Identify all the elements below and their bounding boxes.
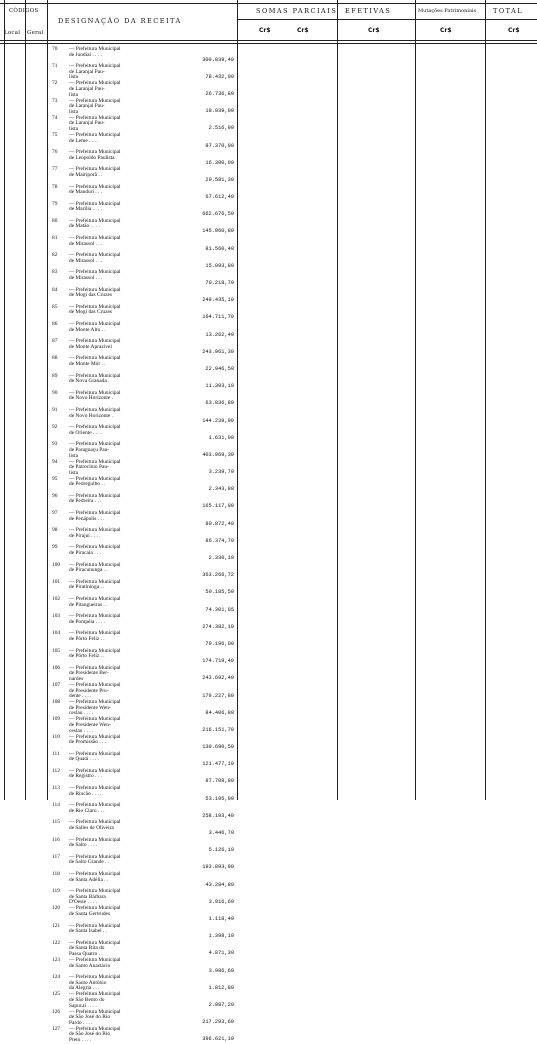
row-number: 119 (52, 888, 60, 895)
row-value: 53.195,00 (205, 795, 234, 802)
row-designation: — Prefeitura Municipal de Promissão . . . (69, 733, 121, 746)
row-designation: — Prefeitura Municipal de Laranjal Pau- lista (69, 80, 121, 98)
table-row (47, 494, 237, 511)
row-designation: — Prefeitura Municipal de Piratininga . . (69, 578, 121, 591)
row-number: 86 (52, 321, 58, 327)
row-designation: — Prefeitura Municipal de Marília . . . . (69, 200, 121, 213)
currency-label-col1: Cr$ (259, 27, 271, 34)
table-row (47, 855, 237, 872)
header-efetivas: EFETIVAS (345, 7, 392, 15)
row-designation: — Prefeitura Municipal de Presidente Ber- nardes (69, 664, 121, 682)
table-row (47, 150, 237, 167)
row-value: 11.303,10 (205, 383, 234, 390)
table-row (47, 992, 237, 1009)
row-value: 174.719,40 (202, 658, 234, 665)
row-value: 50.185,50 (205, 589, 234, 596)
table-row (47, 236, 237, 253)
table-row (47, 116, 237, 133)
row-value: 2.330,10 (208, 555, 234, 562)
row-number: 125 (52, 991, 61, 998)
row-number: 117 (52, 853, 60, 860)
table-row (47, 528, 237, 545)
row-number: 122 (52, 939, 61, 946)
row-number: 92 (52, 424, 58, 431)
table-row (47, 167, 237, 184)
row-value: 396.621,10 (202, 1036, 234, 1043)
currency-label-col2: Cr$ (297, 27, 309, 34)
table-row (47, 666, 237, 683)
row-designation: — Prefeitura Municipal de Leme . . . . (69, 131, 121, 144)
row-designation: — Prefeitura Municipal de Pirajuí . . . . (69, 527, 121, 539)
table-row (47, 253, 237, 270)
row-number: 111 (52, 750, 60, 757)
row-number: 80 (52, 217, 58, 224)
table-row (47, 872, 237, 889)
table-row (47, 511, 237, 528)
row-designation: — Prefeitura Municipal de Nova Granada . (69, 372, 121, 385)
row-designation: — Prefeitura Municipal de Presidente Wen- ceslau . . . . (69, 699, 121, 717)
header-local: Local (4, 30, 21, 36)
row-number: 113 (52, 785, 60, 792)
row-value: 70.218,70 (205, 280, 234, 287)
row-value: 16.300,00 (205, 159, 234, 166)
table-row (47, 717, 237, 734)
table-row (47, 631, 237, 648)
row-value: 662.676,50 (202, 211, 234, 218)
table-row (47, 408, 237, 425)
table-row (47, 425, 237, 442)
row-number: 83 (52, 269, 58, 276)
row-value: 79.196,00 (205, 640, 234, 647)
table-row (47, 563, 237, 580)
row-number: 71 (52, 63, 58, 70)
row-value: 216.151,70 (202, 726, 234, 733)
row-value: 29.581,30 (205, 176, 234, 183)
row-number: 112 (52, 767, 60, 774)
row-designation: — Prefeitura Municipal de Mirassol . . . (69, 235, 121, 247)
row-number: 91 (52, 406, 58, 413)
table-row (47, 391, 237, 408)
row-designation: — Prefeitura Municipal de São José do Rio Preto . . . . (69, 1025, 121, 1043)
row-designation: — Prefeitura Municipal de Mirassol . . . (69, 269, 121, 282)
row-value: 249.435,10 (202, 297, 234, 304)
row-designation: — Prefeitura Municipal de Santa Bárbara D'Oeste . . . . (69, 888, 121, 906)
row-number: 70 (52, 46, 58, 52)
row-designation: — Prefeitura Municipal de Patrocínio Pau- lista (69, 458, 121, 476)
row-value: 3.916,60 (208, 898, 234, 905)
table-row (47, 803, 237, 820)
left-border (4, 0, 5, 800)
row-value: 3.239,70 (208, 469, 234, 476)
row-designation: — Prefeitura Municipal de Pôrto Feliz . . (69, 630, 121, 642)
row-value: 3.446,70 (208, 830, 234, 837)
row-value: 144.239,90 (202, 417, 234, 424)
row-value: 164.711,70 (202, 314, 234, 321)
currency-label-col3: Cr$ (368, 27, 380, 34)
row-designation: — Prefeitura Municipal de Manduri . . . (69, 183, 121, 196)
row-designation: — Prefeitura Municipal de Registro . . . (69, 767, 121, 780)
row-number: 85 (52, 303, 58, 310)
header-total: TOTAL (493, 7, 524, 15)
row-number: 79 (52, 200, 58, 207)
row-number: 101 (52, 578, 61, 585)
row-value: 86.374,70 (205, 537, 234, 544)
row-number: 82 (52, 252, 58, 259)
row-designation: — Prefeitura Municipal de Santo Antônio da Alegria . . . (69, 974, 121, 992)
row-designation: — Prefeitura Municipal de Mirassol . . . (69, 252, 121, 264)
row-designation: — Prefeitura Municipal de São José do Rio Pardo . . . . (69, 1008, 121, 1026)
row-number: 95 (52, 475, 58, 482)
table-row (47, 820, 237, 837)
row-designation: — Prefeitura Municipal de Presidente Pru- dente . . . . (69, 681, 121, 700)
row-value: 2.343,80 (208, 486, 234, 493)
row-value: 1.812,80 (208, 984, 234, 991)
table-row (47, 906, 237, 923)
row-number: 98 (52, 527, 58, 534)
row-designation: — Prefeitura Municipal de Piracaia . . . (69, 544, 121, 557)
row-number: 127 (52, 1025, 61, 1032)
row-value: 300.839,40 (202, 56, 234, 63)
table-row (47, 339, 237, 356)
row-designation: — Prefeitura Municipal de Matão . . . . (69, 217, 121, 230)
table-row (47, 597, 237, 614)
row-designation: — Prefeitura Municipal de Pedreira . . . (69, 492, 121, 505)
mutations-column-rule (485, 0, 486, 800)
row-value: 403.969,30 (202, 451, 234, 458)
row-value: 43.284,80 (205, 881, 234, 888)
row-value: 1.631,00 (208, 434, 234, 441)
row-designation: — Prefeitura Municipal de Santa Adélia . . (69, 871, 121, 883)
row-number: 108 (52, 699, 61, 706)
revenue-list (47, 47, 237, 1044)
row-number: 121 (52, 922, 61, 929)
row-number: 120 (52, 905, 61, 912)
table-row (47, 322, 237, 339)
row-designation: — Prefeitura Municipal de Monte Mór . . (69, 355, 121, 367)
row-value: 1.118,40 (208, 915, 234, 922)
table-row (47, 545, 237, 562)
row-number: 123 (52, 956, 61, 963)
row-number: 106 (52, 664, 61, 671)
header-somas-parciais: SOMAS PARCIAIS (256, 7, 338, 15)
header-designacao: DESIGNAÇÃO DA RECEITA (58, 17, 182, 25)
row-number: 72 (52, 80, 58, 87)
table-row (47, 288, 237, 305)
table-row (47, 924, 237, 941)
row-designation: — Prefeitura Municipal de Salto . . . . (69, 836, 121, 849)
row-number: 73 (52, 97, 58, 104)
table-row (47, 305, 237, 322)
row-value: 217.293,60 (202, 1019, 234, 1026)
table-row (47, 769, 237, 786)
row-number: 115 (52, 819, 60, 826)
row-designation: — Prefeitura Municipal de Rio Claro . . . (69, 802, 121, 814)
row-designation: — Prefeitura Municipal de Mogi das Cruzes (69, 303, 121, 316)
row-value: 274.382,10 (202, 623, 234, 630)
row-value: 179.227,80 (202, 692, 234, 699)
row-designation: — Prefeitura Municipal de Novo Horizonte . (69, 389, 121, 402)
row-designation: — Prefeitura Municipal de Penápolis . . . (69, 510, 121, 522)
row-number: 76 (52, 149, 58, 156)
row-value: 258.193,40 (202, 812, 234, 819)
row-designation: — Prefeitura Municipal de Laranjal Pau- lista (69, 114, 121, 132)
row-number: 94 (52, 458, 58, 465)
row-designation: — Prefeitura Municipal de Oriente . . . . (69, 424, 121, 436)
effective-column-rule (415, 0, 416, 800)
row-number: 102 (52, 596, 61, 602)
row-number: 126 (52, 1008, 61, 1015)
table-row (47, 752, 237, 769)
table-row (47, 889, 237, 906)
row-number: 84 (52, 286, 58, 293)
row-designation: — Prefeitura Municipal de Salto Grande . . (69, 853, 121, 866)
header-geral: Geral (27, 30, 44, 36)
row-number: 96 (52, 492, 58, 499)
row-number: 118 (52, 871, 60, 877)
currency-label-col4: Cr$ (440, 27, 452, 34)
row-designation: — Prefeitura Municipal de Pôrto Feliz . . (69, 647, 121, 660)
row-value: 81.560,40 (205, 245, 234, 252)
row-designation: — Prefeitura Municipal de Jundiaí . . . . (69, 46, 121, 58)
row-value: 2.516,90 (208, 125, 234, 132)
row-designation: — Prefeitura Municipal de Quatá . . . . (69, 750, 121, 763)
row-designation: — Prefeitura Municipal de Paraguaçu Pau- lista (69, 441, 121, 459)
row-value: 74.301,05 (205, 606, 234, 613)
row-value: 87.370,90 (205, 142, 234, 149)
table-row (47, 47, 237, 64)
row-value: 5.126,10 (208, 847, 234, 854)
row-value: 243.692,40 (202, 675, 234, 682)
table-row (47, 1027, 237, 1044)
row-number: 97 (52, 510, 58, 517)
top-border (0, 3, 537, 4)
table-row (47, 477, 237, 494)
row-value: 18.939,00 (205, 108, 234, 115)
row-designation: — Prefeitura Municipal de Santa Gertrudes (69, 905, 121, 917)
table-row (47, 700, 237, 717)
row-value: 130.690,50 (202, 744, 234, 751)
row-number: 99 (52, 544, 58, 551)
table-row (47, 64, 237, 81)
row-number: 89 (52, 372, 58, 379)
row-number: 81 (52, 235, 58, 242)
row-number: 74 (52, 114, 58, 121)
row-number: 109 (52, 716, 61, 723)
row-value: 165.117,90 (202, 503, 234, 510)
row-designation: — Prefeitura Municipal de Pedregulho . . (69, 475, 121, 488)
table-row (47, 580, 237, 597)
table-row (47, 735, 237, 752)
row-designation: — Prefeitura Municipal de Pompéia . . . . (69, 613, 121, 625)
row-designation: — Prefeitura Municipal de Santa Rita do Passa Quatro . . (69, 939, 121, 957)
partial-sums-column-rule (337, 0, 338, 800)
row-designation: — Prefeitura Municipal de Santo Anastácio (69, 956, 121, 969)
table-row (47, 374, 237, 391)
table-row (47, 270, 237, 287)
row-number: 100 (52, 561, 61, 568)
row-number: 78 (52, 183, 58, 190)
row-value: 3.986,60 (208, 967, 234, 974)
row-value: 22.946,50 (205, 365, 234, 372)
row-designation: — Prefeitura Municipal de Monte Alto . . (69, 321, 121, 333)
table-row (47, 99, 237, 116)
row-value: 121.477,10 (202, 761, 234, 768)
row-designation: — Prefeitura Municipal de Mairiporã . . (69, 166, 121, 178)
row-number: 105 (52, 647, 61, 654)
table-row (47, 219, 237, 236)
row-value: 15.093,80 (205, 262, 234, 269)
row-value: 87.709,80 (205, 778, 234, 785)
row-designation: — Prefeitura Municipal de Santa Isabel . . (69, 922, 121, 935)
table-row (47, 133, 237, 150)
row-number: 114 (52, 802, 60, 809)
row-number: 77 (52, 166, 58, 173)
row-number: 107 (52, 681, 61, 688)
table-row (47, 442, 237, 459)
row-designation: — Prefeitura Municipal de Presidente Wen- ceslau . . . . (69, 716, 121, 734)
table-row (47, 683, 237, 700)
table-row (47, 941, 237, 958)
table-row (47, 649, 237, 666)
row-value: 1.398,10 (208, 933, 234, 940)
row-number: 124 (52, 974, 61, 981)
row-number: 110 (52, 733, 60, 740)
row-value: 2.987,20 (208, 1001, 234, 1008)
row-number: 75 (52, 131, 58, 138)
table-row (47, 958, 237, 975)
row-number: 87 (52, 338, 58, 345)
row-value: 80.872,40 (205, 520, 234, 527)
row-value: 193.893,90 (202, 864, 234, 871)
row-designation: — Prefeitura Municipal de São Bento do Sapucaí . . . . (69, 991, 121, 1009)
header-mutacoes: Mutações Patrimoniais (418, 8, 477, 14)
header-double-rule (0, 43, 537, 44)
row-number: 90 (52, 389, 58, 396)
header-mid-rule (237, 19, 537, 20)
table-row (47, 460, 237, 477)
row-value: 63.836,80 (205, 400, 234, 407)
table-row (47, 786, 237, 803)
row-number: 116 (52, 836, 60, 843)
table-row (47, 975, 237, 992)
row-designation: — Prefeitura Municipal de Novo Horizonte . (69, 406, 121, 419)
table-row (47, 614, 237, 631)
designation-column-rule (237, 0, 238, 800)
header-codigos: CÓDIGOS (9, 8, 39, 14)
table-row (47, 185, 237, 202)
row-value: 243.961,30 (202, 348, 234, 355)
table-row (47, 356, 237, 373)
row-number: 93 (52, 441, 58, 448)
row-number: 104 (52, 630, 61, 637)
row-designation: — Prefeitura Municipal de Rincão . . . . (69, 785, 121, 797)
header-bottom-rule (0, 40, 537, 41)
table-row (47, 81, 237, 98)
row-designation: — Prefeitura Municipal de Monte Aprazível (69, 338, 121, 350)
row-value: 363.266,72 (202, 572, 234, 579)
row-value: 13.262,40 (205, 331, 234, 338)
row-value: 84.406,80 (205, 709, 234, 716)
row-value: 67.612,40 (205, 194, 234, 201)
currency-label-col5: Cr$ (508, 27, 520, 34)
row-designation: — Prefeitura Municipal de Piracununga . . (69, 561, 121, 574)
table-row (47, 202, 237, 219)
code-column-divider (25, 0, 26, 800)
row-designation: — Prefeitura Municipal de Leopoldo Paulista (69, 149, 121, 161)
row-number: 88 (52, 355, 58, 362)
row-value: 145.060,80 (202, 228, 234, 235)
table-row (47, 1010, 237, 1027)
row-number: 103 (52, 613, 61, 620)
row-designation: — Prefeitura Municipal de Mogi das Cruzes (69, 286, 121, 299)
row-designation: — Prefeitura Municipal de Laranjal Pau- lista (69, 97, 121, 115)
row-designation: — Prefeitura Municipal de Pitangueiras . . (69, 596, 121, 608)
table-row (47, 838, 237, 855)
row-designation: — Prefeitura Municipal de Salles de Oliveira (69, 819, 121, 832)
row-value: 4.871,30 (208, 950, 234, 957)
row-value: 26.736,80 (205, 90, 234, 97)
row-value: 78.432,00 (205, 73, 234, 80)
row-designation: — Prefeitura Municipal de Laranjal Pau- lista (69, 63, 121, 81)
